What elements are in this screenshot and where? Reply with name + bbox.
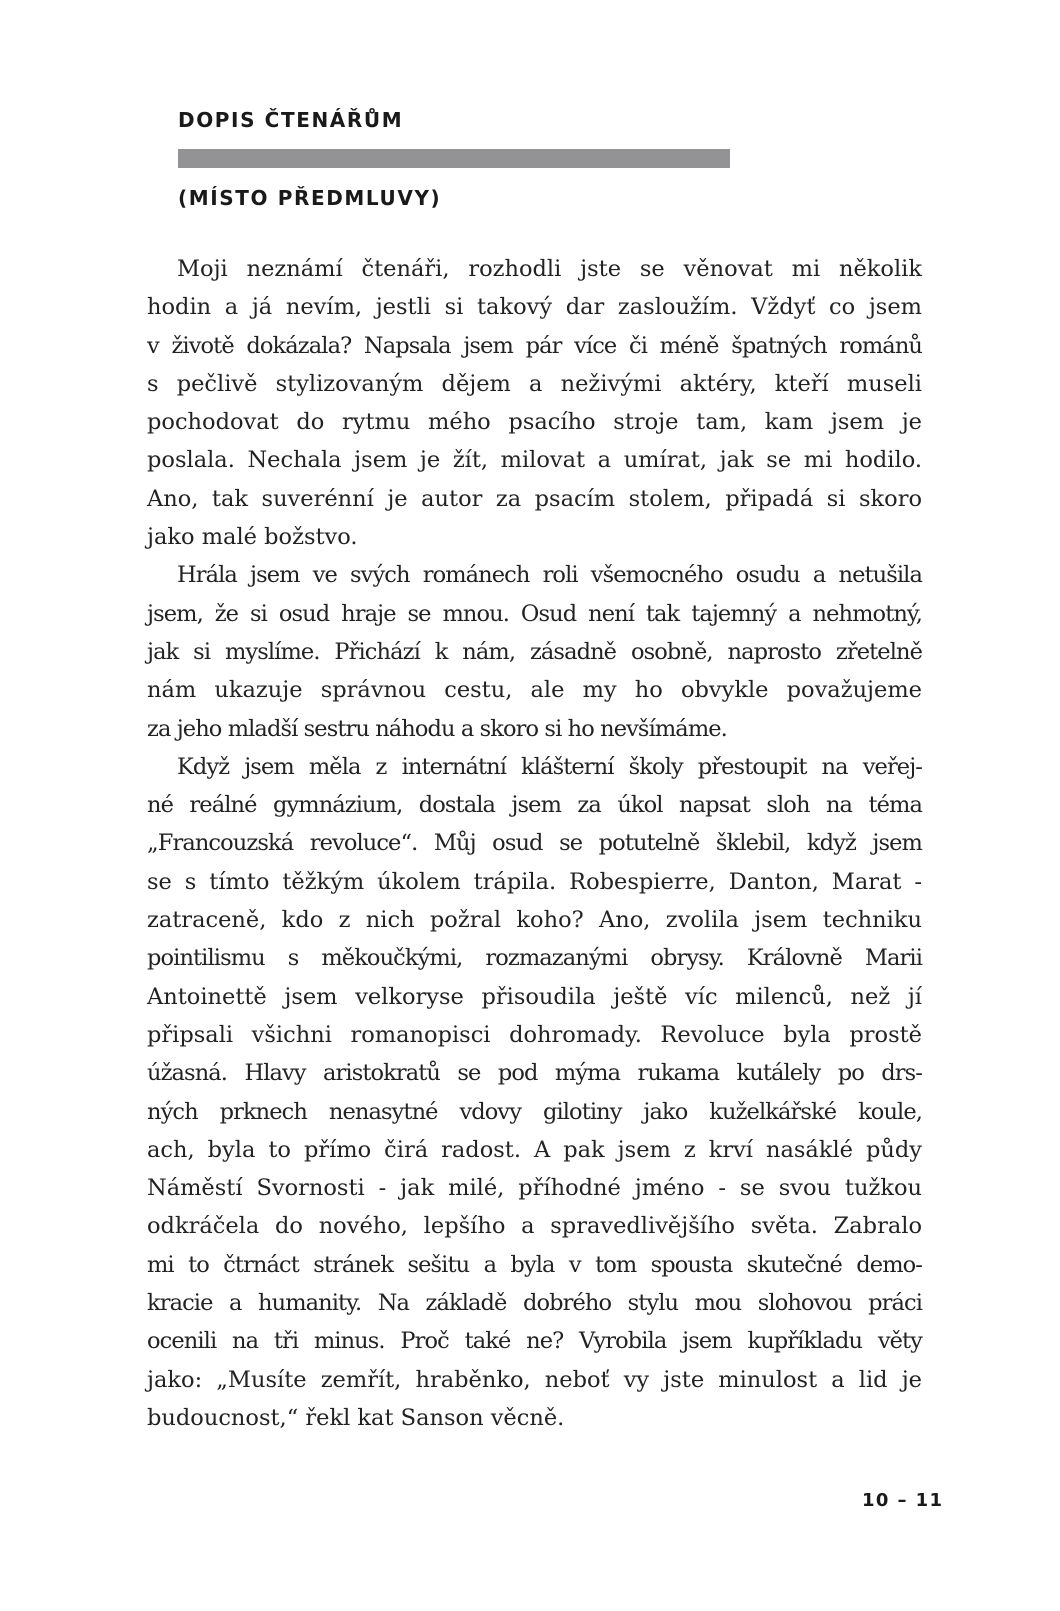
- page-numbers: 10 – 11: [862, 1490, 944, 1511]
- text-line: Ano, tak suverénní je autor za psacím stolem, připadá si skoro: [147, 485, 922, 512]
- text-line: poslala. Nechala jsem je žít, milovat a umírat, jak se mi hodilo.: [147, 447, 922, 474]
- body-text: [147, 250, 922, 1437]
- text-line: „Francouzská revoluce“. Můj osud se potutelně šklebil, když jsem: [147, 830, 922, 857]
- text-line: za jeho mladší sestru náhodu a skoro si ho nevšímáme.: [147, 715, 727, 742]
- chapter-subtitle: (MÍSTO PŘEDMLUVY): [178, 186, 442, 210]
- text-line: mi to čtrnáct stránek sešitu a byla v tom spousta skutečné demo-: [147, 1251, 922, 1278]
- text-line: budoucnost,“ řekl kat Sanson věcně.: [147, 1404, 565, 1431]
- text-line: zatraceně, kdo z nich požral koho? Ano, zvolila jsem techniku: [147, 907, 922, 934]
- paragraph-2: [147, 556, 922, 747]
- text-line: Když jsem měla z internátní klášterní školy přestoupit na veřej-: [177, 753, 922, 780]
- title-divider-bar: [178, 149, 730, 168]
- text-line: ných prknech nenasytné vdovy gilotiny jako kuželkářské koule,: [147, 1098, 922, 1125]
- text-line: úžasná. Hlavy aristokratů se pod mýma rukama kutálely po drs-: [147, 1060, 922, 1087]
- text-line: pointilismu s měkoučkými, rozmazanými obrysy. Královně Marii: [147, 945, 922, 972]
- text-line: nám ukazuje správnou cestu, ale my ho obvykle považujeme: [147, 677, 922, 704]
- text-line: ach, byla to přímo čirá radost. A pak jsem z krví nasáklé půdy: [147, 1136, 922, 1163]
- text-line: pochodovat do rytmu mého psacího stroje tam, kam jsem je: [147, 409, 922, 436]
- text-line: Hrála jsem ve svých románech roli všemocného osudu a netušila: [177, 562, 922, 589]
- text-line: s pečlivě stylizovaným dějem a neživými aktéry, kteří museli: [147, 370, 922, 397]
- text-line: v životě dokázala? Napsala jsem pár více či méně špatných románů: [147, 332, 922, 359]
- chapter-title: DOPIS ČTENÁŘŮM: [178, 108, 404, 132]
- text-line: jak si myslíme. Přichází k nám, zásadně osobně, naprosto zřetelně: [147, 638, 922, 665]
- text-line: Moji neznámí čtenáři, rozhodli jste se věnovat mi několik: [177, 256, 922, 282]
- paragraph-3: [147, 748, 922, 1437]
- text-line: odkráčela do nového, lepšího a spravedlivějšího světa. Zabralo: [147, 1213, 922, 1240]
- paragraph-1: [147, 250, 922, 556]
- text-line: Náměstí Svornosti - jak milé, příhodné jméno - se svou tužkou: [147, 1175, 922, 1202]
- text-line: Antoinettě jsem velkoryse přisoudila ještě víc milenců, než jí: [147, 983, 922, 1010]
- text-line: hodin a já nevím, jestli si takový dar zasloužím. Vždyť co jsem: [147, 294, 922, 321]
- text-line: ocenili na tři minus. Proč také ne? Vyrobila jsem kupříkladu věty: [147, 1328, 922, 1355]
- text-line: kracie a humanity. Na základě dobrého stylu mou slohovou práci: [147, 1290, 922, 1317]
- text-line: se s tímto těžkým úkolem trápila. Robespierre, Danton, Marat -: [147, 868, 922, 895]
- text-line: jsem, že si osud hraje se mnou. Osud není tak tajemný a nehmotný,: [147, 600, 922, 627]
- text-line: jako malé božstvo.: [147, 524, 358, 551]
- text-line: jako: „Musíte zemřít, hraběnko, neboť vy jste minulost a lid je: [147, 1366, 922, 1393]
- text-line: né reálné gymnázium, dostala jsem za úkol napsat sloh na téma: [147, 792, 922, 819]
- text-line: připsali všichni romanopisci dohromady. Revoluce byla prostě: [147, 1021, 922, 1048]
